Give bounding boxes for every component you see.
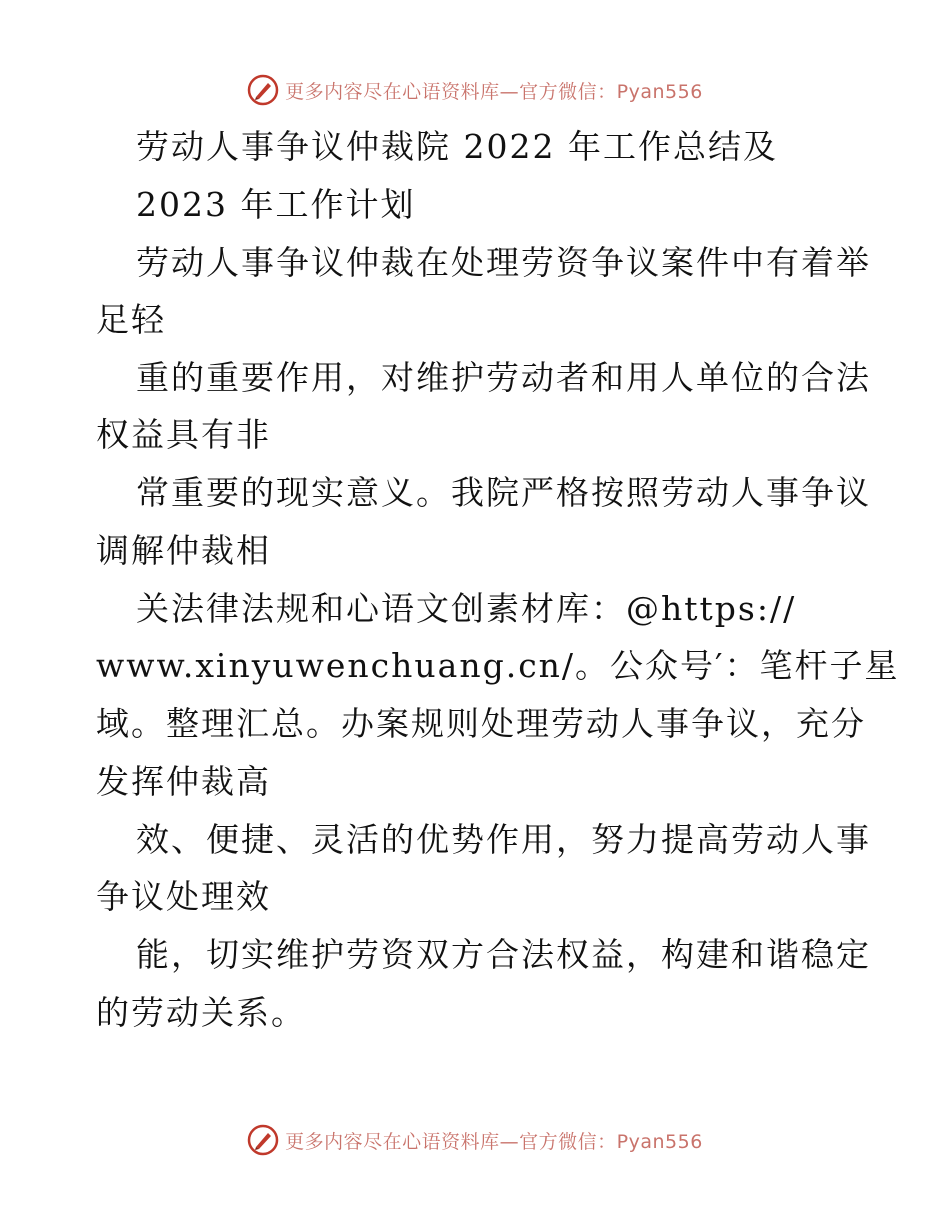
body-line: 重的重要作用，对维护劳动者和用人单位的合法 bbox=[136, 358, 871, 397]
body-line: www.xinyuwenchuang.cn/。公众号′：笔杆子星 bbox=[96, 646, 900, 685]
header-watermark bbox=[0, 70, 950, 110]
body-line: 常重要的现实意义。我院严格按照劳动人事争议 bbox=[136, 473, 871, 512]
title-line-2: 2023 年工作计划 bbox=[136, 185, 416, 224]
title-line-1: 劳动人事争议仲裁院 2022 年工作总结及 bbox=[136, 127, 778, 166]
watermark-text: 更多内容尽在心语资料库—官方微信：Pyan556 bbox=[285, 80, 703, 103]
watermark-text: 更多内容尽在心语资料库—官方微信：Pyan556 bbox=[285, 1130, 703, 1153]
body-line: 劳动人事争议仲裁在处理劳资争议案件中有着举 bbox=[136, 243, 871, 282]
body-line: 权益具有非 bbox=[96, 415, 271, 454]
body-line: 关法律法规和心语文创素材库：@https:// bbox=[136, 589, 797, 628]
body-line: 发挥仲裁高 bbox=[96, 762, 271, 801]
body-line: 能，切实维护劳资双方合法权益，构建和谐稳定 bbox=[136, 935, 871, 974]
body-line: 的劳动关系。 bbox=[96, 993, 306, 1032]
body-line: 域。整理汇总。办案规则处理劳动人事争议，充分 bbox=[96, 704, 866, 743]
body-line: 调解仲裁相 bbox=[96, 531, 271, 570]
pen-logo-icon bbox=[247, 74, 279, 106]
body-line: 争议处理效 bbox=[96, 877, 271, 916]
body-line: 足轻 bbox=[96, 300, 166, 339]
body-line: 效、便捷、灵活的优势作用，努力提高劳动人事 bbox=[136, 820, 871, 859]
pen-logo-icon bbox=[247, 1124, 279, 1156]
footer-watermark bbox=[0, 1120, 950, 1160]
